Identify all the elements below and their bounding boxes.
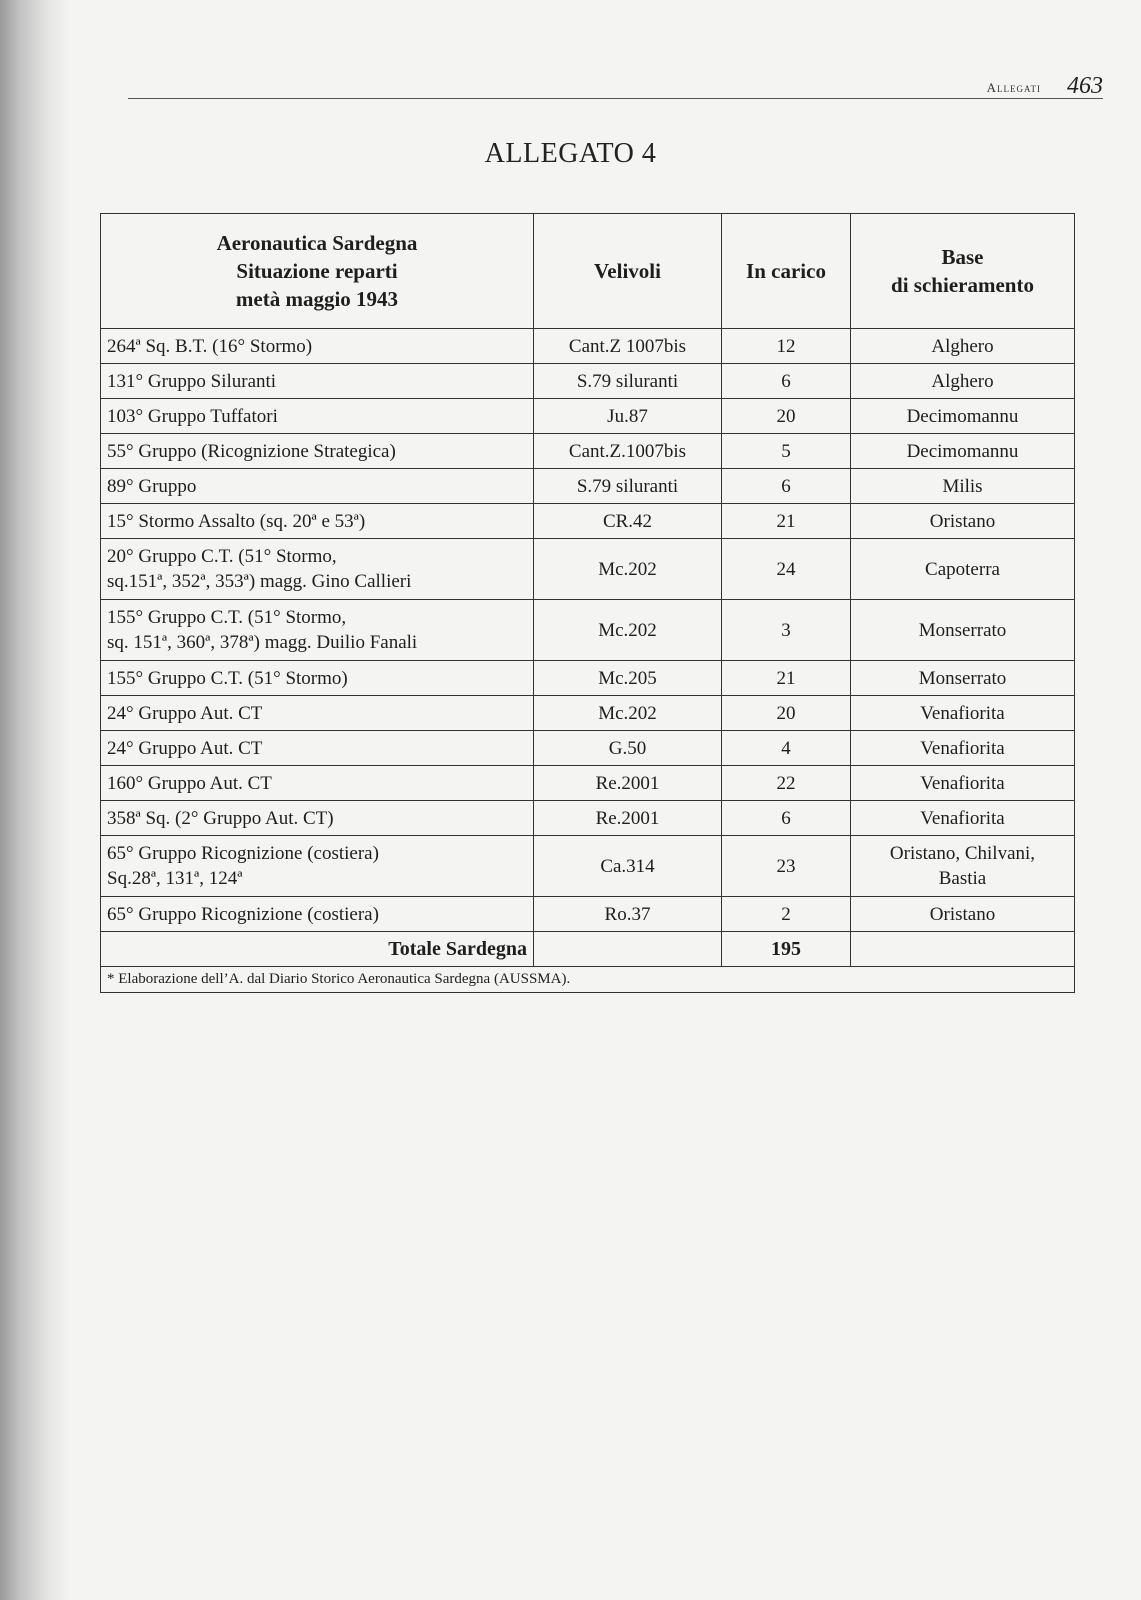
aircraft-cell: Cant.Z.1007bis	[534, 434, 722, 469]
table-row	[101, 801, 1075, 836]
unit-cell	[101, 696, 534, 731]
aircraft-cell: G.50	[534, 731, 722, 766]
unit-line1: 65° Gruppo Ricognizione (costiera)	[107, 903, 379, 925]
unit-line1: 15° Stormo Assalto (sq. 20ª e 53ª)	[107, 510, 366, 532]
base-line2: Bastia	[938, 868, 987, 889]
count-cell: 20	[722, 399, 851, 434]
unit-cell	[101, 539, 534, 600]
unit-line1: 55° Gruppo (Ricognizione Strategica)	[107, 440, 396, 462]
aircraft-cell: Mc.202	[534, 696, 722, 731]
unit-cell	[101, 434, 534, 469]
table-header-row	[101, 214, 1075, 329]
base-line1: Monserrato	[918, 619, 1007, 641]
unit-line1: 24° Gruppo Aut. CT	[107, 737, 263, 759]
base-line1: Oristano	[929, 903, 996, 925]
aircraft-cell: S.79 siluranti	[534, 364, 722, 399]
table-body	[101, 329, 1075, 932]
table-row	[101, 696, 1075, 731]
base-line1: Oristano, Chilvani,	[889, 843, 1036, 864]
header-unit-line3: metà maggio 1943	[235, 287, 399, 311]
count-cell: 6	[722, 364, 851, 399]
count-cell: 2	[722, 897, 851, 932]
aircraft-cell: Mc.205	[534, 661, 722, 696]
base-cell	[851, 801, 1075, 836]
base-line1: Monserrato	[918, 667, 1007, 689]
count-cell: 4	[722, 731, 851, 766]
aircraft-cell: Ca.314	[534, 836, 722, 897]
section-label: Allegati	[986, 80, 1041, 95]
table-row	[101, 539, 1075, 600]
base-line1: Venafiorita	[920, 772, 1005, 794]
unit-cell	[101, 801, 534, 836]
base-line1: Alghero	[931, 370, 994, 392]
table-row	[101, 329, 1075, 364]
running-header	[128, 72, 1103, 99]
unit-line2: sq.151ª, 352ª, 353ª) magg. Gino Callieri	[107, 571, 412, 592]
table-row	[101, 364, 1075, 399]
aircraft-cell: Ro.37	[534, 897, 722, 932]
table-row	[101, 897, 1075, 932]
source-note: * Elaborazione dell’A. dal Diario Storico Aeronautica Sardegna (AUSSMA).	[101, 967, 1075, 993]
aircraft-cell: Ju.87	[534, 399, 722, 434]
table-row	[101, 731, 1075, 766]
base-cell	[851, 504, 1075, 539]
aircraft-cell: Mc.202	[534, 539, 722, 600]
header-unit-line1: Aeronautica Sardegna	[216, 231, 418, 255]
table-row	[101, 766, 1075, 801]
count-cell: 20	[722, 696, 851, 731]
unit-cell	[101, 399, 534, 434]
total-label: Totale Sardegna	[101, 932, 534, 967]
unit-cell	[101, 469, 534, 504]
unit-line1: 89° Gruppo	[107, 475, 197, 497]
base-cell	[851, 897, 1075, 932]
base-cell	[851, 661, 1075, 696]
base-cell	[851, 329, 1075, 364]
base-cell	[851, 600, 1075, 661]
table-row	[101, 661, 1075, 696]
base-cell	[851, 434, 1075, 469]
aircraft-cell: CR.42	[534, 504, 722, 539]
base-cell	[851, 696, 1075, 731]
base-cell	[851, 399, 1075, 434]
unit-line2: sq. 151ª, 360ª, 378ª) magg. Duilio Fanali	[107, 632, 418, 653]
base-cell	[851, 766, 1075, 801]
note-row	[101, 967, 1075, 993]
unit-line1: 358ª Sq. (2° Gruppo Aut. CT)	[107, 807, 334, 829]
table-row	[101, 504, 1075, 539]
unit-line1: 65° Gruppo Ricognizione (costiera)	[107, 843, 379, 864]
count-cell: 12	[722, 329, 851, 364]
count-cell: 6	[722, 801, 851, 836]
unit-cell	[101, 661, 534, 696]
unit-cell	[101, 504, 534, 539]
base-cell	[851, 469, 1075, 504]
aircraft-cell: Mc.202	[534, 600, 722, 661]
base-line1: Venafiorita	[920, 737, 1005, 759]
aircraft-cell: Cant.Z 1007bis	[534, 329, 722, 364]
unit-line1: 155° Gruppo C.T. (51° Stormo,	[107, 607, 347, 628]
header-base	[851, 214, 1075, 329]
aircraft-cell: S.79 siluranti	[534, 469, 722, 504]
header-unit-line2: Situazione reparti	[236, 259, 398, 283]
total-value: 195	[722, 932, 851, 967]
header-base-line1: Base	[941, 245, 984, 269]
header-count: In carico	[722, 214, 851, 329]
count-cell: 6	[722, 469, 851, 504]
unit-line2: Sq.28ª, 131ª, 124ª	[107, 868, 243, 889]
base-cell	[851, 731, 1075, 766]
table-row	[101, 836, 1075, 897]
base-line1: Venafiorita	[920, 702, 1005, 724]
unit-line1: 131° Gruppo Siluranti	[107, 370, 277, 392]
aircraft-deployment-table	[100, 213, 1075, 993]
base-cell	[851, 364, 1075, 399]
unit-cell	[101, 766, 534, 801]
base-line1: Oristano	[929, 510, 996, 532]
count-cell: 24	[722, 539, 851, 600]
total-empty-cell	[534, 932, 722, 967]
base-line1: Decimomannu	[906, 440, 1019, 462]
unit-cell	[101, 836, 534, 897]
unit-line1: 160° Gruppo Aut. CT	[107, 772, 272, 794]
table-row	[101, 600, 1075, 661]
unit-line1: 264ª Sq. B.T. (16° Stormo)	[107, 335, 313, 357]
unit-cell	[101, 897, 534, 932]
aircraft-cell: Re.2001	[534, 766, 722, 801]
unit-line1: 24° Gruppo Aut. CT	[107, 702, 263, 724]
unit-cell	[101, 364, 534, 399]
base-cell	[851, 539, 1075, 600]
count-cell: 23	[722, 836, 851, 897]
count-cell: 5	[722, 434, 851, 469]
table-row	[101, 399, 1075, 434]
total-empty-cell	[851, 932, 1075, 967]
count-cell: 3	[722, 600, 851, 661]
count-cell: 21	[722, 661, 851, 696]
unit-cell	[101, 600, 534, 661]
document-title: ALLEGATO 4	[484, 138, 657, 169]
page-number: 463	[1067, 73, 1103, 99]
unit-cell	[101, 731, 534, 766]
header-unit	[101, 214, 534, 329]
base-line1: Decimomannu	[906, 405, 1019, 427]
base-line1: Capoterra	[925, 558, 1000, 580]
book-spine-shadow	[0, 0, 70, 1600]
count-cell: 22	[722, 766, 851, 801]
unit-line1: 20° Gruppo C.T. (51° Stormo,	[107, 546, 337, 567]
base-cell	[851, 836, 1075, 897]
table-row	[101, 469, 1075, 504]
aircraft-cell: Re.2001	[534, 801, 722, 836]
base-line1: Venafiorita	[920, 807, 1005, 829]
total-row	[101, 932, 1075, 967]
base-line1: Milis	[942, 475, 983, 497]
base-line1: Alghero	[931, 335, 994, 357]
table-row	[101, 434, 1075, 469]
count-cell: 21	[722, 504, 851, 539]
unit-line1: 155° Gruppo C.T. (51° Stormo)	[107, 667, 348, 689]
unit-cell	[101, 329, 534, 364]
unit-line1: 103° Gruppo Tuffatori	[107, 405, 278, 427]
header-aircraft: Velivoli	[534, 214, 722, 329]
header-base-line2: di schieramento	[891, 273, 1034, 297]
